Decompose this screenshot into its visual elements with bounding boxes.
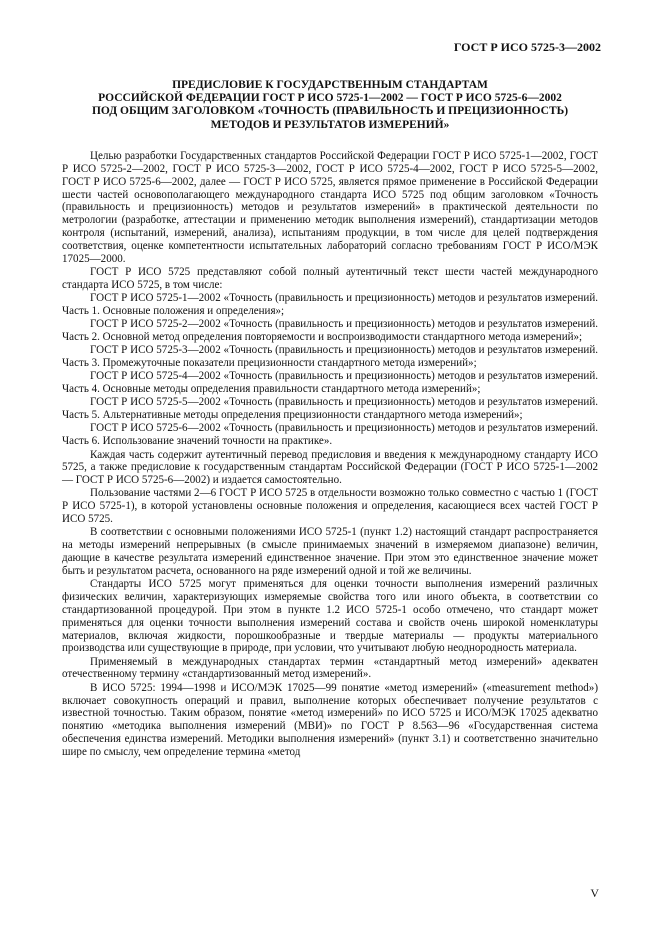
paragraph: ГОСТ Р ИСО 5725-5—2002 «Точность (правильность и прецизионность) методов и результатов измерений. Часть 5. Альтернативные методы определения прецизионности стандартного метода измерений»; <box>62 396 598 422</box>
paragraph: Пользование частями 2—6 ГОСТ Р ИСО 5725 в отдельности возможно только совместно с частью 1 (ГОСТ Р ИСО 5725-1), в которой установлены основные положения и определения, касающиеся всех частей ГОСТ Р ИСО 5725. <box>62 487 598 526</box>
paragraph: ГОСТ Р ИСО 5725-6—2002 «Точность (правильность и прецизионность) методов и результатов измерений. Часть 6. Использование значений точности на практике». <box>62 422 598 448</box>
title-line: ПОД ОБЩИМ ЗАГОЛОВКОМ «ТОЧНОСТЬ (ПРАВИЛЬНОСТЬ И ПРЕЦИЗИОННОСТЬ) <box>91 105 569 118</box>
paragraph: Каждая часть содержит аутентичный перевод предисловия и введения к международному стандарту ИСО 5725, а также предисловие к государственным стандартам Российской Федерации (ГОСТ Р ИСО 5725-1—2002 — ГОСТ Р ИСО 5725-6—2002) и издается самостоятельно. <box>62 448 598 487</box>
foreword-title <box>62 79 598 132</box>
paragraph: ГОСТ Р ИСО 5725-1—2002 «Точность (правильность и прецизионность) методов и результатов измерений. Часть 1. Основные положения и определения»; <box>62 292 598 317</box>
title-line: МЕТОДОВ И РЕЗУЛЬТАТОВ ИЗМЕРЕНИЙ» <box>210 118 450 131</box>
page-number: V <box>590 886 599 900</box>
page-header: ГОСТ Р ИСО 5725-3—2002 <box>453 40 601 54</box>
title-line: РОССИЙСКОЙ ФЕДЕРАЦИИ ГОСТ Р ИСО 5725-1—2002 — ГОСТ Р ИСО 5725-6—2002 <box>98 92 562 105</box>
paragraph: ГОСТ Р ИСО 5725 представляют собой полный аутентичный текст шести частей международного стандарта ИСО 5725, в том числе: <box>62 265 598 291</box>
paragraph: Целью разработки Государственных стандартов Российской Федерации ГОСТ Р ИСО 5725-1—2002, ГОСТ Р ИСО 5725-2—2002, ГОСТ Р ИСО 5725-3—2002, ГОСТ Р ИСО 5725-4—2002, ГОСТ Р ИСО 5725-5—2002, ГОСТ Р ИСО 5725-6—2002, далее — ГОСТ Р ИСО 5725, является прямое применение в Российской Федерации шести частей основополагающего международного стандарта ИСО 5725 под общим заголовком «Точность (правильность и прецизионность) методов и результатов измерений» в практической деятельности по метрологии (разработке, аттестации и применению методик выполнения измерений), стандартизации методов контроля (испытаний, измерений, анализа), испытаниям продукции, в том числе для целей подтверждения соответствия, оценке компетентности испытательных лабораторий согласно требованиям ГОСТ Р ИСО/МЭК 17025—2000. <box>62 150 598 265</box>
paragraph: Стандарты ИСО 5725 могут применяться для оценки точности выполнения измерений различных физических величин, характеризующих измеряемые свойства того или иного объекта, в соответствии со стандартизованной процедурой. При этом в пункте 1.2 ИСО 5725-1 особо отмечено, что стандарт может применяться для оценки точности выполнения измерений состава и свойств очень широкой номенклатуры материалов, включая жидкости, порошкообразные и твердые материалы — продукты материального производства или существующие в природе, при условии, что учитывают любую неоднородность материала. <box>62 578 598 655</box>
foreword-body <box>62 150 598 759</box>
paragraph: В ИСО 5725: 1994—1998 и ИСО/МЭК 17025—99 понятие «метод измерений» («measurement method») включает совокупность операций и правил, выполнение которых обеспечивает получение результатов с известной точностью. Таким образом, понятие «метод измерений» по ИСО 5725 и ИСО/МЭК 17025 адекватно понятию «методика выполнения измерений (МВИ)» по ГОСТ Р 8.563—96 «Государственная система обеспечения единства измерений. Методики выполнения измерений» (пункт 3.1) и соответственно значительно шире по смыслу, чем определение термина «метод <box>62 681 598 758</box>
paragraph: В соответствии с основными положениями ИСО 5725-1 (пункт 1.2) настоящий стандарт распространяется на методы измерений непрерывных (в смысле принимаемых значений в измеряемом диапазоне) величин, дающие в качестве результата измерений единственное значение. При этом это единственное значение может быть и результатом расчета, основанного на ряде измерений одной и той же величины. <box>62 526 598 577</box>
paragraph: Применяемый в международных стандартах термин «стандартный метод измерений» адекватен отечественному термину «стандартизованный метод измерений». <box>62 655 598 681</box>
paragraph: ГОСТ Р ИСО 5725-4—2002 «Точность (правильность и прецизионность) методов и результатов измерений. Часть 4. Основные методы определения правильности стандартного метода измерений»; <box>62 370 598 396</box>
title-line: ПРЕДИСЛОВИЕ К ГОСУДАРСТВЕННЫМ СТАНДАРТАМ <box>172 79 488 91</box>
paragraph: ГОСТ Р ИСО 5725-3—2002 «Точность (правильность и прецизионность) методов и результатов измерений. Часть 3. Промежуточные показатели прецизионности стандартного метода измерений»; <box>62 344 598 370</box>
paragraph: ГОСТ Р ИСО 5725-2—2002 «Точность (правильность и прецизионность) методов и результатов измерений. Часть 2. Основной метод определения повторяемости и воспроизводимости стандартного метода измерений»; <box>62 318 598 343</box>
